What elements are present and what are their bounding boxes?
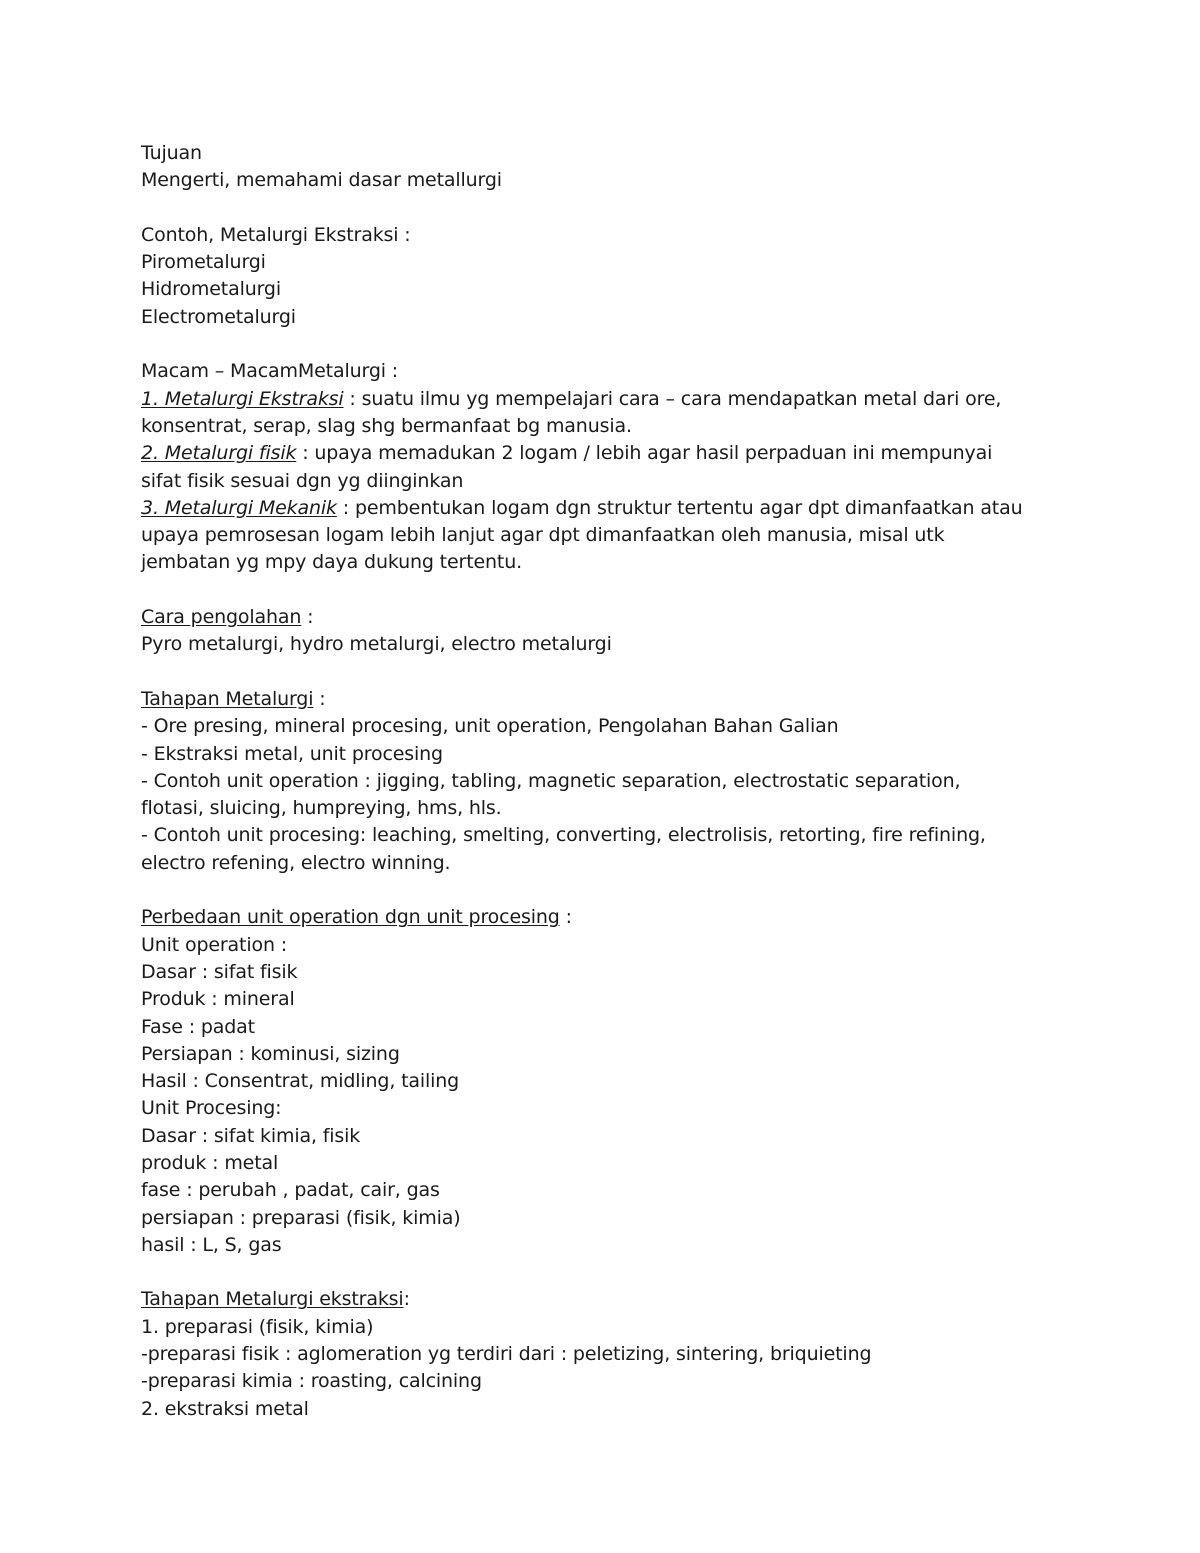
ekstraksi-line: -preparasi fisik : aglomeration yg terdiri dari : peletizing, sintering, briquieting: [141, 1343, 872, 1366]
macam-term: 1. Metalurgi Ekstraksi: [141, 387, 344, 410]
perbedaan-line: Hasil : Consentrat, midling, tailing: [141, 1070, 460, 1093]
ekstraksi-heading-line: [141, 1286, 1061, 1313]
heading-colon: :: [313, 687, 326, 710]
ekstraksi-line: 2. ekstraksi metal: [141, 1397, 309, 1420]
document-body: [141, 140, 1061, 1423]
tahapan-line: electro refening, electro winning.: [141, 851, 451, 874]
heading-colon: :: [559, 906, 572, 929]
perbedaan-line: produk : metal: [141, 1151, 279, 1174]
macam-definition: : pembentukan logam dgn struktur tertentu agar dpt dimanfaatkan atau: [336, 496, 1023, 519]
cara-heading: Cara pengolahan: [141, 606, 302, 629]
tujuan-text: Mengerti, memahami dasar metallurgi: [141, 169, 502, 192]
macam-item-line: [141, 386, 1061, 413]
cara-text: Pyro metalurgi, hydro metalurgi, electro metalurgi: [141, 633, 612, 656]
perbedaan-heading: Perbedaan unit operation dgn unit procesing: [141, 906, 560, 929]
cara-heading-line: [141, 604, 1061, 631]
macam-item-line: [141, 440, 1061, 467]
perbedaan-heading-line: [141, 904, 1061, 931]
perbedaan-line: hasil : L, S, gas: [141, 1233, 282, 1256]
perbedaan-line: Dasar : sifat kimia, fisik: [141, 1124, 361, 1147]
macam-item-line: konsentrat, serap, slag shg bermanfaat bg manusia.: [141, 414, 632, 437]
perbedaan-line: Unit operation :: [141, 933, 287, 956]
contoh-item: Hidrometalurgi: [141, 278, 281, 301]
heading-colon: :: [403, 1288, 410, 1311]
macam-term: 2. Metalurgi fisik: [141, 442, 297, 465]
contoh-item: Pirometalurgi: [141, 251, 266, 274]
perbedaan-line: persiapan : preparasi (fisik, kimia): [141, 1206, 461, 1229]
perbedaan-line: Persiapan : kominusi, sizing: [141, 1042, 400, 1065]
tahapan-heading-line: [141, 686, 1061, 713]
ekstraksi-heading: Tahapan Metalurgi ekstraksi: [141, 1288, 404, 1311]
contoh-item: Electrometalurgi: [141, 305, 296, 328]
perbedaan-line: Dasar : sifat fisik: [141, 960, 298, 983]
tahapan-line: - Contoh unit procesing: leaching, smelting, converting, electrolisis, retorting, fire refining,: [141, 824, 986, 847]
macam-term: 3. Metalurgi Mekanik: [141, 496, 337, 519]
ekstraksi-line: 1. preparasi (fisik, kimia): [141, 1315, 374, 1338]
perbedaan-line: Produk : mineral: [141, 988, 295, 1011]
perbedaan-line: Fase : padat: [141, 1015, 255, 1038]
macam-item-line: upaya pemrosesan logam lebih lanjut agar dpt dimanfaatkan oleh manusia, misal utk: [141, 524, 945, 547]
macam-heading: Macam – MacamMetalurgi :: [141, 360, 399, 383]
heading-colon: :: [301, 606, 314, 629]
tahapan-line: flotasi, sluicing, humpreying, hms, hls.: [141, 797, 502, 820]
contoh-heading: Contoh, Metalurgi Ekstraksi :: [141, 223, 411, 246]
macam-item-line: sifat fisik sesuai dgn yg diinginkan: [141, 469, 464, 492]
macam-item-line: [141, 495, 1061, 522]
tahapan-heading: Tahapan Metalurgi: [141, 687, 314, 710]
tahapan-line: - Ore presing, mineral procesing, unit operation, Pengolahan Bahan Galian: [141, 715, 839, 738]
tujuan-title: Tujuan: [141, 142, 202, 164]
perbedaan-line: Unit Procesing:: [141, 1097, 282, 1120]
perbedaan-line: fase : perubah , padat, cair, gas: [141, 1179, 440, 1202]
tahapan-line: - Contoh unit operation : jigging, tabling, magnetic separation, electrostatic separation,: [141, 769, 961, 792]
macam-definition: : suatu ilmu yg mempelajari cara – cara mendapatkan metal dari ore,: [343, 387, 1002, 410]
ekstraksi-line: -preparasi kimia : roasting, calcining: [141, 1370, 482, 1393]
macam-definition: : upaya memadukan 2 logam / lebih agar hasil perpaduan ini mempunyai: [296, 442, 993, 465]
tahapan-line: - Ekstraksi metal, unit procesing: [141, 742, 443, 765]
macam-item-line: jembatan yg mpy daya dukung tertentu.: [141, 551, 523, 574]
